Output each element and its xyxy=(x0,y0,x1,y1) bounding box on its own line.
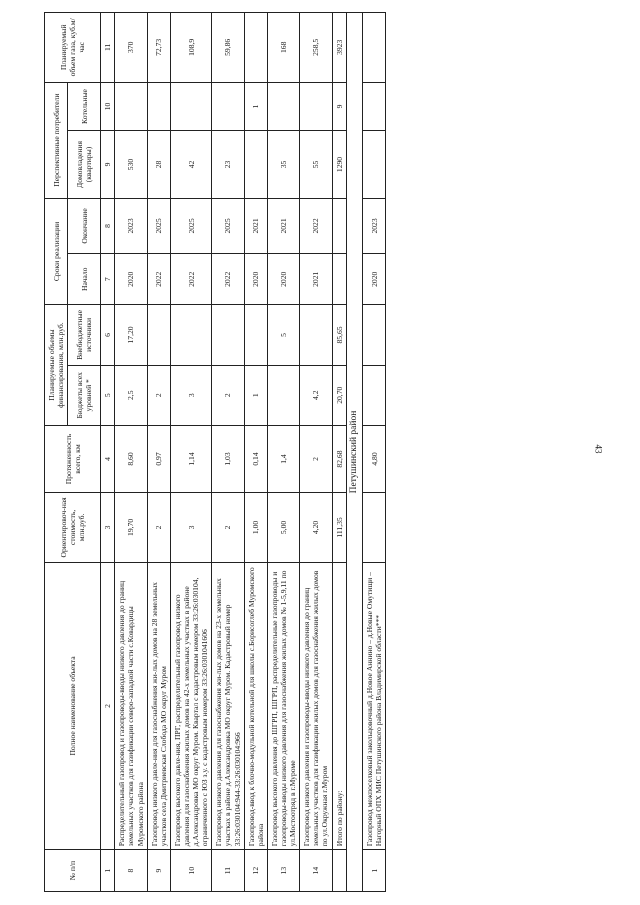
gas-cell xyxy=(244,13,267,83)
boilers-cell xyxy=(300,82,332,131)
cost-cell: 1,00 xyxy=(244,493,267,563)
gas-cell: 59,86 xyxy=(212,13,244,83)
object-name: Газопровод межпоселковый закольцовочный д.Новое Аннино – д.Новые Омутищи – Нагорный ОПХ МИС Петушинского района Владимирской области*** xyxy=(363,562,386,850)
total-length: 82,68 xyxy=(332,425,346,492)
start-cell: 2020 xyxy=(244,254,267,305)
offbudget-cell xyxy=(147,305,170,365)
table-row xyxy=(363,13,386,892)
table-row xyxy=(115,13,147,892)
col-number: 6 xyxy=(101,305,115,365)
boilers-cell: 1 xyxy=(244,82,267,131)
total-households: 1290 xyxy=(332,131,346,198)
col-number: 9 xyxy=(101,131,115,198)
total-cost: 111,35 xyxy=(332,493,346,563)
object-name: Газопровод высокого давления до ШГРП, ШГРП, распределительные газопроводы и газопроводы-вводы низкого давления для газоснабжения жилых домов № 1-5,9,11 по ул.Мостоотряд в г.Муроме xyxy=(267,562,299,850)
households-cell: 23 xyxy=(212,131,244,198)
col-number: 5 xyxy=(101,365,115,425)
budget-cell xyxy=(363,365,386,425)
start-cell: 2022 xyxy=(212,254,244,305)
col-number: 11 xyxy=(101,13,115,83)
offbudget-cell xyxy=(244,305,267,365)
header-gas: Планируемый объем газа, куб.м/час xyxy=(45,13,101,83)
end-cell: 2023 xyxy=(363,198,386,254)
cost-cell: 19,70 xyxy=(115,493,147,563)
object-name: Газопровод-ввод к блочно-модульной котельной для школы с.Борисоглеб Муромского района xyxy=(244,562,267,850)
table-row xyxy=(147,13,170,892)
gas-cell: 370 xyxy=(115,13,147,83)
rotated-table-container xyxy=(44,12,596,892)
header-households: Домовладения (квартиры) xyxy=(68,131,101,198)
header-name: Полное наименование объекта xyxy=(45,562,101,850)
start-cell: 2020 xyxy=(267,254,299,305)
header-length: Протяженность всего, км xyxy=(45,425,101,492)
length-cell: 8,60 xyxy=(115,425,147,492)
length-cell: 0,14 xyxy=(244,425,267,492)
length-cell: 1,03 xyxy=(212,425,244,492)
total-budget: 20,70 xyxy=(332,365,346,425)
header-budget: Бюджеты всех уровней * xyxy=(68,365,101,425)
boilers-cell xyxy=(147,82,170,131)
row-number: 8 xyxy=(115,850,147,892)
object-name: Газопровод низкого давления и газопроводы-вводы низкого давления до границ земельных участков для газификации жилых домов для газоснабжения жилых домов по ул.Окружная г.Муром xyxy=(300,562,332,850)
district-heading: Петушинский район xyxy=(346,13,362,892)
cost-cell: 5,00 xyxy=(267,493,299,563)
district-row xyxy=(346,13,362,892)
object-name: Газопровод высокого давле-ния, ПРГ, распределительный газопровод низкого давления для газоснабжения жилых домов на 42-х земельных участках в районе д.Александровка МО округ Муром. Квартал с кадастровым номером 33:26:030104, ограниченного с ЮЗ з.у. с кадастровым номером 33:26:0301041606 xyxy=(170,562,211,850)
table-row xyxy=(300,13,332,892)
column-number-row xyxy=(101,13,115,892)
start-cell: 2021 xyxy=(300,254,332,305)
length-cell: 4,80 xyxy=(363,425,386,492)
start-cell: 2020 xyxy=(115,254,147,305)
total-num-cell xyxy=(332,850,346,892)
cost-cell xyxy=(363,493,386,563)
households-cell xyxy=(244,131,267,198)
households-cell: 55 xyxy=(300,131,332,198)
gas-cell: 258,5 xyxy=(300,13,332,83)
object-name: Распределительный газопровод и газопроводы-вводы низкого давления до границ земельных участков для газификации северо-западной части с.Ковардицы Муромского района xyxy=(115,562,147,850)
households-cell: 42 xyxy=(170,131,211,198)
offbudget-cell xyxy=(300,305,332,365)
col-number: 1 xyxy=(101,850,115,892)
end-cell: 2025 xyxy=(212,198,244,254)
row-number: 14 xyxy=(300,850,332,892)
cost-cell: 2 xyxy=(212,493,244,563)
boilers-cell xyxy=(267,82,299,131)
end-cell: 2021 xyxy=(267,198,299,254)
col-number: 3 xyxy=(101,493,115,563)
row-number: 13 xyxy=(267,850,299,892)
table-row xyxy=(170,13,211,892)
budget-cell: 2,5 xyxy=(115,365,147,425)
length-cell: 1,14 xyxy=(170,425,211,492)
end-cell: 2023 xyxy=(115,198,147,254)
total-gas: 3923 xyxy=(332,13,346,83)
start-cell: 2020 xyxy=(363,254,386,305)
object-name: Газопровод низкого давле-ния для газоснабжения жи-лых домов на 28 земельных участков села Дмитриевская Слобода МО округ Муром xyxy=(147,562,170,850)
header-end: Окончание xyxy=(68,198,101,254)
table-row xyxy=(244,13,267,892)
total-label: Итого по району: xyxy=(332,562,346,850)
boilers-cell xyxy=(363,82,386,131)
total-row xyxy=(332,13,346,892)
boilers-cell xyxy=(115,82,147,131)
budget-cell: 1 xyxy=(244,365,267,425)
boilers-cell xyxy=(170,82,211,131)
table-row xyxy=(267,13,299,892)
households-cell: 530 xyxy=(115,131,147,198)
length-cell: 0,97 xyxy=(147,425,170,492)
gas-cell: 72,73 xyxy=(147,13,170,83)
gas-cell: 168 xyxy=(267,13,299,83)
cost-cell: 4,20 xyxy=(300,493,332,563)
header-consumers: Перспективные потребители xyxy=(45,82,68,198)
total-start xyxy=(332,254,346,305)
offbudget-cell xyxy=(363,305,386,365)
object-name: Газопровод низкого давления для газоснабжения жи-лых домов на 23-х земельных участках в районе д.Александровка МО округ Муром. Кадастровый номер 33:26:030104:944-33:26:030104:966 xyxy=(212,562,244,850)
header-offbudget: Внебюджетные источники xyxy=(68,305,101,365)
budget-cell: 2 xyxy=(212,365,244,425)
end-cell: 2025 xyxy=(147,198,170,254)
boilers-cell xyxy=(212,82,244,131)
page-number: 43 xyxy=(593,444,604,454)
total-end xyxy=(332,198,346,254)
length-cell: 2 xyxy=(300,425,332,492)
budget-cell xyxy=(267,365,299,425)
row-number: 11 xyxy=(212,850,244,892)
header-num: № п/п xyxy=(45,850,101,892)
header-start: Начало xyxy=(68,254,101,305)
header-funding: Планируемые объемы финансирования, млн.руб. xyxy=(45,305,68,426)
start-cell: 2022 xyxy=(147,254,170,305)
gas-cell xyxy=(363,13,386,83)
gas-pipeline-table xyxy=(44,12,386,892)
col-number: 4 xyxy=(101,425,115,492)
end-cell: 2021 xyxy=(244,198,267,254)
end-cell: 2025 xyxy=(170,198,211,254)
offbudget-cell: 5 xyxy=(267,305,299,365)
end-cell: 2022 xyxy=(300,198,332,254)
cost-cell: 3 xyxy=(170,493,211,563)
offbudget-cell: 17,20 xyxy=(115,305,147,365)
budget-cell: 4,2 xyxy=(300,365,332,425)
row-number: 10 xyxy=(170,850,211,892)
households-cell xyxy=(363,131,386,198)
header-cost: Ориентировоч-ная стоимость, млн.руб. xyxy=(45,493,101,563)
table-row xyxy=(212,13,244,892)
col-number: 10 xyxy=(101,82,115,131)
row-number: 9 xyxy=(147,850,170,892)
households-cell: 28 xyxy=(147,131,170,198)
start-cell: 2022 xyxy=(170,254,211,305)
row-number: 1 xyxy=(363,850,386,892)
total-boilers: 9 xyxy=(332,82,346,131)
cost-cell: 2 xyxy=(147,493,170,563)
col-number: 8 xyxy=(101,198,115,254)
col-number: 7 xyxy=(101,254,115,305)
length-cell: 1,4 xyxy=(267,425,299,492)
budget-cell: 3 xyxy=(170,365,211,425)
offbudget-cell xyxy=(212,305,244,365)
col-number: 2 xyxy=(101,562,115,850)
budget-cell: 2 xyxy=(147,365,170,425)
offbudget-cell xyxy=(170,305,211,365)
gas-cell: 108,9 xyxy=(170,13,211,83)
header-boilers: Котельные xyxy=(68,82,101,131)
total-offbudget: 85,65 xyxy=(332,305,346,365)
households-cell: 35 xyxy=(267,131,299,198)
header-terms: Сроки реализации xyxy=(45,198,68,305)
row-number: 12 xyxy=(244,850,267,892)
